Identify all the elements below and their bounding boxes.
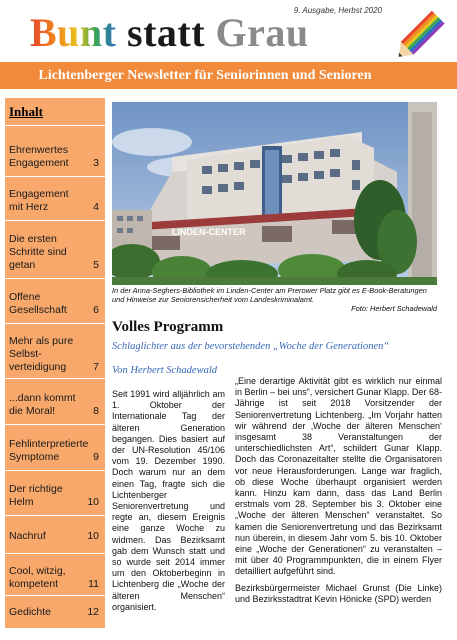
article-paragraph: Bezirksbürgermeister Michael Grunst (Die Linke) und Bezirksstadtrat Kevin Hönicke (SPD) werden xyxy=(235,582,442,604)
toc-item-label: Offene Gesellschaft xyxy=(9,291,67,316)
toc-item[interactable] xyxy=(9,144,101,170)
article-byline: Von Herbert Schadewald xyxy=(112,365,217,376)
toc-item[interactable] xyxy=(9,565,101,591)
toc-item-page: 11 xyxy=(88,578,99,590)
toc-item[interactable] xyxy=(9,291,101,317)
toc-item[interactable] xyxy=(9,483,101,509)
toc-item[interactable] xyxy=(9,530,101,543)
toc-item-page: 6 xyxy=(93,304,99,316)
banner-text: Lichtenberger Newsletter für Seniorinnen und Senioren xyxy=(38,68,372,83)
caption-text: In der Anna-Seghers-Bibliothek im Linden-Center am Prerower Platz gibt es E-Book-Beratungen und Hinweise zur Seniorensicherheit vom Landeskriminalamt. xyxy=(112,286,427,305)
toc-item-label: Der richtige Helm xyxy=(9,483,63,508)
newsletter-title xyxy=(30,10,309,56)
photo-caption xyxy=(112,286,437,314)
toc-divider xyxy=(5,595,105,596)
title-word-statt: statt xyxy=(127,10,206,55)
toc-divider xyxy=(5,470,105,471)
article-headline: Volles Programm xyxy=(112,319,224,335)
linden-center-sign: LINDEN-CENTER xyxy=(172,227,246,237)
toc-item-page: 8 xyxy=(93,405,99,417)
toc-divider xyxy=(5,424,105,425)
toc-item-label: Cool, witzig, kompetent xyxy=(9,565,66,590)
toc-item-label: Engagement mit Herz xyxy=(9,188,69,213)
toc-divider xyxy=(5,553,105,554)
toc-item-page: 5 xyxy=(93,259,99,271)
toc-item-page: 7 xyxy=(93,361,99,373)
article-paragraph: „Eine derartige Aktivität gibt es wirklich nur einmal in Berlin – bei uns“, versichert Gunar Klapp. Der 68-Jährige ist seit 2018 Vorsitzender der Seniorenvertretung Lichtenberg. „Im Vorjahr hatten wir während der ‚Woche der älteren Menschen‘ insgesamt 38 Veranstaltungen der unterschiedlichsten Art“, schildert Gunar Klapp. Doch das Coronazeitalter stellte die Organisatoren vor neue Herausforderungen. Lange war fraglich, ob diese Woche überhaupt organisiert werden kann. Hinzu kam dann, dass das Land Berlin erstmals vom 28. September bis 3. Oktober eine „Woche der älteren Menschen“ veranstaltet. So kamen die Seniorenvertretung und das Bezirksamt nun überein, in diesem Jahr vom 5. bis 10. Oktober eine „Woche der Generationen“ zu veranstalten – mit über 40 Programmpunkten, die in einem Flyer detailliert aufgeführt sind. xyxy=(235,376,442,577)
toc-heading: Inhalt xyxy=(9,104,43,119)
toc-item-label: Ehrenwertes Engagement xyxy=(9,144,69,169)
title-word-grau: Grau xyxy=(215,10,309,55)
toc-divider xyxy=(5,176,105,177)
toc-divider xyxy=(5,323,105,324)
toc-divider xyxy=(5,125,105,126)
article-subheadline: Schlaglichter aus der bevorstehenden „Woche der Generationen“ xyxy=(112,341,390,352)
toc-item-page: 12 xyxy=(87,606,99,618)
newsletter-banner xyxy=(0,62,457,89)
toc-item-page: 10 xyxy=(87,496,99,508)
title-word-bunt: Bunt xyxy=(30,10,117,55)
photo-credit: Foto: Herbert Schadewald xyxy=(351,304,437,314)
masthead xyxy=(0,0,457,62)
toc-item[interactable] xyxy=(9,233,101,272)
toc-item-label: Die ersten Schritte sind getan xyxy=(9,233,67,271)
toc-item[interactable] xyxy=(9,606,101,619)
toc-item[interactable] xyxy=(9,335,101,374)
toc-item-label: Fehlinterpretierte Symptome xyxy=(9,438,89,463)
toc-item-label: Nachruf xyxy=(9,530,46,542)
toc-item-page: 4 xyxy=(93,201,99,213)
toc-item[interactable] xyxy=(9,188,101,214)
article-column-2 xyxy=(235,376,442,610)
toc-divider xyxy=(5,378,105,379)
toc-item-page: 3 xyxy=(93,157,99,169)
toc-divider xyxy=(5,278,105,279)
table-of-contents xyxy=(5,98,105,628)
toc-item-label: Mehr als pure Selbst-verteidigung xyxy=(9,335,74,373)
toc-item[interactable] xyxy=(9,438,101,464)
toc-item-label: Gedichte xyxy=(9,606,52,618)
toc-item-page: 10 xyxy=(87,530,99,542)
toc-divider xyxy=(5,220,105,221)
toc-item[interactable] xyxy=(9,392,101,418)
toc-item-page: 9 xyxy=(93,451,99,463)
issue-label: 9. Ausgabe, Herbst 2020 xyxy=(293,6,382,15)
rainbow-pencil-icon xyxy=(392,2,452,62)
article-paragraph: Seit 1991 wird alljährlich am 1. Oktober der Internationale Tag der älteren Generation begangen. Dies basiert auf der UN-Resolution 45/106 vom 19. Dezember 1990. Doch warum nur an dem einen Tag, fragte sich die Lichtenberger Seniorenvertretung und regte an, diesem Ereignis eine ganze Woche zu widmen. Das Bezirksamt gab dem Wunsch statt und so wurde seit 2014 immer um den Oktoberbeginn in Lichtenberg die „Woche der älteren Menschen“ organisiert. xyxy=(112,389,225,612)
toc-item-label: ...dann kommt die Moral! xyxy=(9,392,76,417)
toc-divider xyxy=(5,515,105,516)
article-column-1 xyxy=(112,389,225,613)
linden-center-photo xyxy=(112,102,437,285)
